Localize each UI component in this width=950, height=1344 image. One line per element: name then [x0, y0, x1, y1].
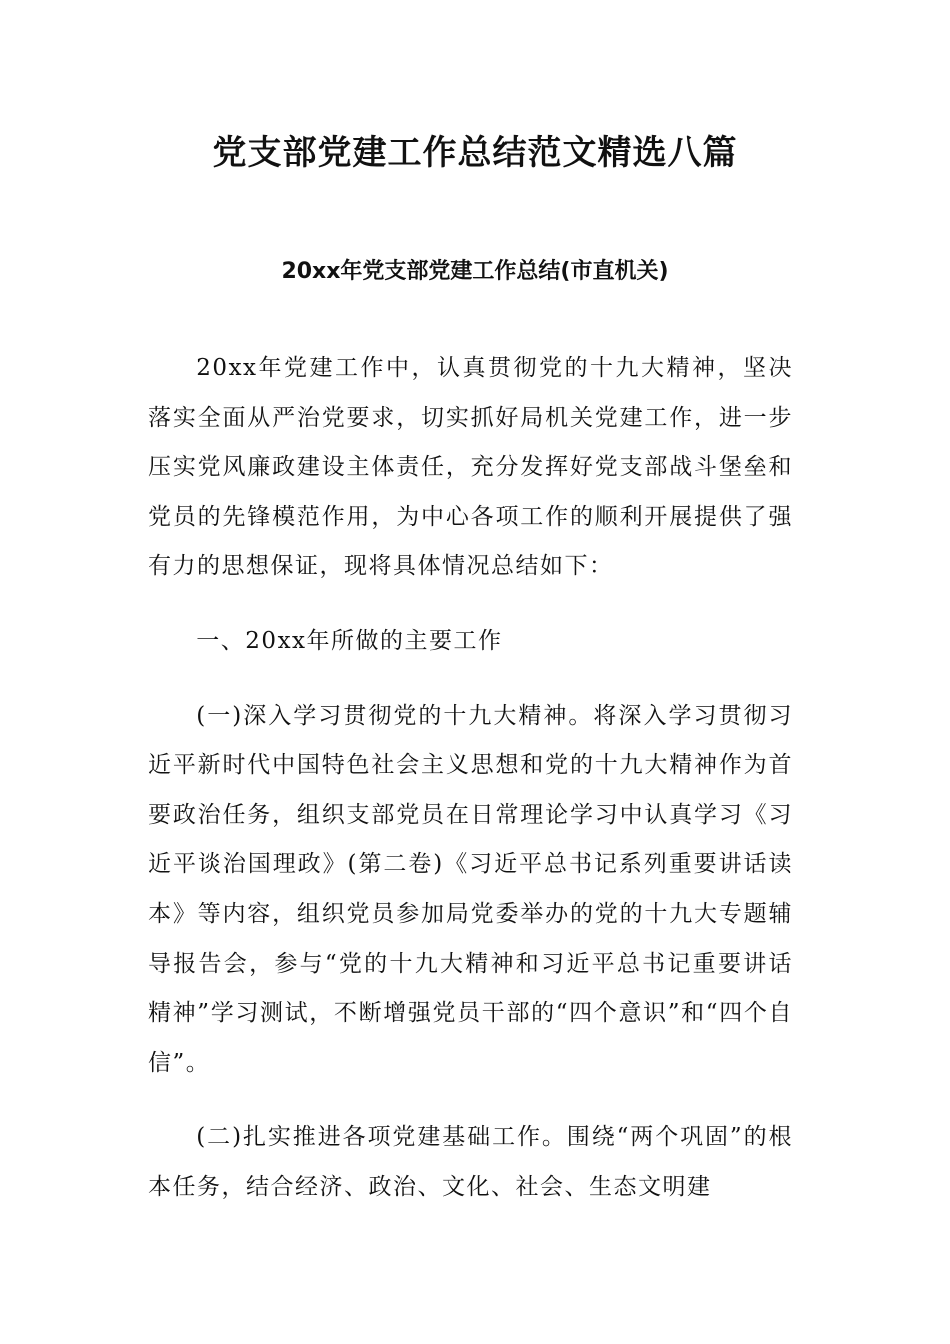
intro-paragraph: 20xx年党建工作中，认真贯彻党的十九大精神，坚决落实全面从严治党要求，切实抓好局机关党建工作，进一步压实党风廉政建设主体责任，充分发挥好党支部战斗堡垒和党员的先锋模范作用，为中心各项工作的顺利开展提供了强有力的思想保证，现将具体情况总结如下： [148, 355, 793, 580]
document-title: 党支部党建工作总结范文精选八篇 [212, 133, 738, 173]
document-subtitle: 20xx年党支部党建工作总结(市直机关) [281, 259, 669, 284]
body-paragraph: (二)扎实推进各项党建基础工作。围绕“两个巩固”的根本任务，结合经济、政治、文化、社会、生态文明建 [148, 1124, 793, 1200]
body-paragraph: (一)深入学习贯彻党的十九大精神。将深入学习贯彻习近平新时代中国特色社会主义思想和党的十九大精神作为首要政治任务，组织支部党员在日常理论学习中认真学习《习近平谈治国理政》(第二卷)《习近平总书记系列重要讲话读本》等内容，组织党员参加局党委举办的党的十九大专题辅导报告会，参与“党的十九大精神和习近平总书记重要讲话精神”学习测试，不断增强党员干部的“四个意识”和“四个自信”。 [148, 702, 793, 1076]
section-heading: 一、20xx年所做的主要工作 [196, 627, 503, 654]
document-body [148, 344, 793, 1238]
